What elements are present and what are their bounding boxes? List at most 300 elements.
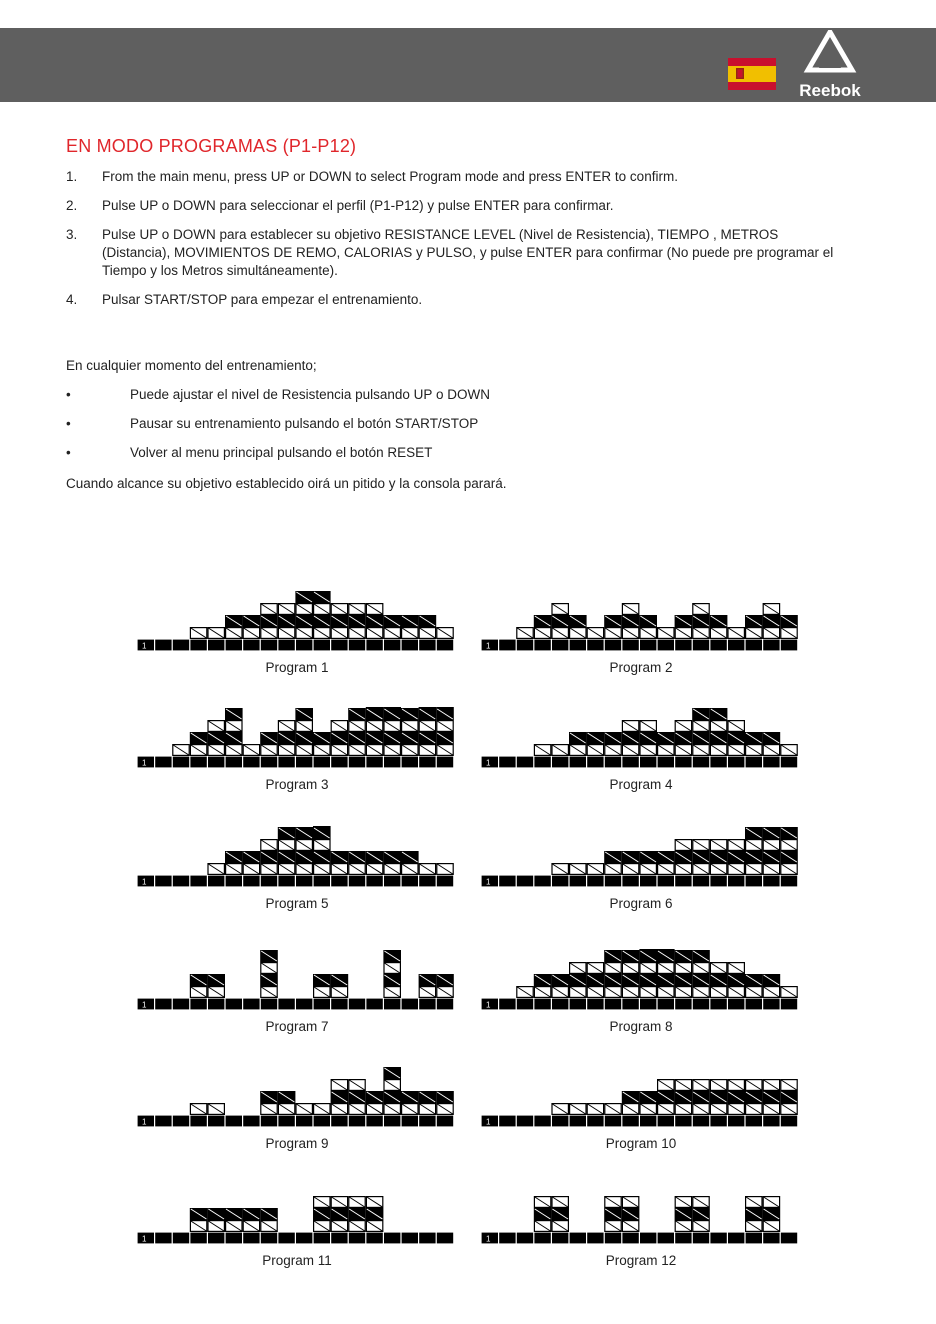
program-base-segment (190, 1233, 206, 1244)
program-level-segment (314, 852, 330, 863)
program-level-segment (296, 828, 312, 839)
program-level-segment (728, 1104, 744, 1115)
program-base-segment (763, 999, 779, 1010)
program-level-segment (243, 616, 259, 627)
program-level-segment (763, 1221, 779, 1232)
program-level-segment (261, 1221, 277, 1232)
program-level-segment (710, 852, 726, 863)
program-base-segment (605, 876, 621, 887)
program-base-segment (155, 876, 171, 887)
program-level-segment (658, 852, 674, 863)
program-base-segment (243, 757, 259, 768)
program-base-segment (781, 999, 797, 1010)
program-level-segment (763, 733, 779, 744)
program-bars (481, 826, 801, 888)
program-level-segment (622, 852, 638, 863)
logo-text: Reebok (799, 81, 861, 100)
program-level-segment (208, 628, 224, 639)
program-level-segment (261, 951, 277, 962)
program-level-segment (622, 963, 638, 974)
program-level-segment (658, 975, 674, 986)
program-base-segment (746, 999, 762, 1010)
program-base-segment (746, 1233, 762, 1244)
program-base-segment (781, 1116, 797, 1127)
program-level-segment (605, 1209, 621, 1220)
program-level-segment (693, 733, 709, 744)
program-level-segment (710, 1104, 726, 1115)
program-base-segment (314, 999, 330, 1010)
program-base-segment (226, 1116, 242, 1127)
program-level-segment (190, 1104, 206, 1115)
program-level-segment (763, 616, 779, 627)
program-level-segment (552, 975, 568, 986)
program-level-segment (570, 963, 586, 974)
program-level-segment (331, 1092, 347, 1103)
program-level-segment (570, 628, 586, 639)
program-level-segment (675, 1080, 691, 1091)
program-level-segment (349, 1080, 365, 1091)
program-level-segment (693, 745, 709, 756)
program-level-segment (746, 1080, 762, 1091)
program-level-segment (534, 616, 550, 627)
program-base-segment (384, 876, 400, 887)
program-base-segment (746, 876, 762, 887)
program-base-segment (763, 1116, 779, 1127)
program-base-segment (208, 999, 224, 1010)
program-level-segment (349, 1104, 365, 1115)
program-base-segment (208, 757, 224, 768)
program-level-segment (763, 828, 779, 839)
program-level-segment (366, 628, 382, 639)
program-level-segment (622, 864, 638, 875)
program-level-segment (640, 864, 656, 875)
program-level-segment (693, 951, 709, 962)
program-level-segment (605, 975, 621, 986)
program-level-segment (658, 745, 674, 756)
program-level-segment (419, 1104, 435, 1115)
program-level-segment (534, 975, 550, 986)
program-base-segment (499, 999, 515, 1010)
program-level-segment (570, 864, 586, 875)
program-base-segment (658, 1233, 674, 1244)
program-level-segment (710, 1080, 726, 1091)
program-level-segment (384, 733, 400, 744)
program-base-segment (552, 1233, 568, 1244)
program-level-segment (366, 1104, 382, 1115)
program-level-segment (384, 975, 400, 986)
program-label: Program 10 (605, 1136, 677, 1151)
program-base-segment (190, 1116, 206, 1127)
program-level-segment (384, 745, 400, 756)
program-base-segment (437, 1116, 453, 1127)
program-level-segment (190, 745, 206, 756)
step-text: Pulse UP o DOWN para establecer su objetivo RESISTANCE LEVEL (Nivel de Resistencia), TIEMPO , METROS (Distancia), MOVIMIENTOS DE REMO, CALORIAS y PULSO, y pulse ENTER para confirmar (No puede pre programar el Tiempo y los Metros simultáneamente). (102, 227, 834, 278)
program-base-segment (710, 1233, 726, 1244)
step-item (66, 197, 846, 215)
program-level-segment (402, 745, 418, 756)
program-base-segment (261, 1116, 277, 1127)
program-level-segment (781, 1092, 797, 1103)
program-level-segment (384, 1080, 400, 1091)
program-base-segment (658, 876, 674, 887)
program-level-segment (296, 592, 312, 603)
program-level-segment (402, 852, 418, 863)
program-level-segment (296, 628, 312, 639)
program-level-segment (314, 616, 330, 627)
program-level-segment (675, 951, 691, 962)
program-level-segment (226, 616, 242, 627)
program-base-segment (710, 876, 726, 887)
program-level-segment (746, 1209, 762, 1220)
bullet-dot: • (66, 416, 71, 431)
program-level-segment (349, 721, 365, 732)
program-base-segment (728, 876, 744, 887)
start-marker: 1 (142, 1234, 147, 1244)
program-level-segment (622, 721, 638, 732)
section-title: EN MODO PROGRAMAS (P1-P12) (66, 136, 357, 156)
program-level-segment (208, 1221, 224, 1232)
program-level-segment (746, 745, 762, 756)
program-level-segment (710, 745, 726, 756)
step-text: Pulse UP o DOWN para seleccionar el perfil (P1-P12) y pulse ENTER para confirmar. (102, 198, 614, 213)
program-base-segment (675, 757, 691, 768)
program-bars (481, 590, 801, 652)
program-base-segment (349, 640, 365, 651)
program-level-segment (173, 745, 189, 756)
program-base-segment (570, 757, 586, 768)
program-level-segment (314, 745, 330, 756)
program-base-segment (693, 876, 709, 887)
program-base-segment (366, 640, 382, 651)
program-base-segment (587, 1233, 603, 1244)
program-level-segment (693, 721, 709, 732)
program-base-segment (437, 757, 453, 768)
program-level-segment (208, 975, 224, 986)
program-base-segment (314, 1233, 330, 1244)
program-level-segment (622, 975, 638, 986)
program-level-segment (331, 1221, 347, 1232)
program-level-segment (384, 963, 400, 974)
program-level-segment (437, 628, 453, 639)
program-level-segment (710, 721, 726, 732)
program-level-segment (402, 1104, 418, 1115)
program-base-segment (314, 640, 330, 651)
program-base-segment (605, 999, 621, 1010)
program-level-segment (746, 987, 762, 998)
program-level-segment (314, 1221, 330, 1232)
program-level-segment (314, 864, 330, 875)
program-base-segment (173, 757, 189, 768)
program-level-segment (658, 963, 674, 974)
program-base-segment (587, 757, 603, 768)
program-bars (481, 949, 801, 1011)
program-base-segment (437, 876, 453, 887)
program-level-segment (261, 852, 277, 863)
program-base-segment (728, 1116, 744, 1127)
program-level-segment (296, 1104, 312, 1115)
program-level-segment (587, 1104, 603, 1115)
start-marker: 1 (486, 1117, 491, 1127)
program-level-segment (675, 733, 691, 744)
program-base-segment (278, 640, 294, 651)
program-chart (481, 949, 801, 1049)
bullet-text: Pausar su entrenamiento pulsando el botón START/STOP (130, 416, 479, 431)
program-level-segment (349, 852, 365, 863)
program-base-segment (728, 1233, 744, 1244)
program-level-segment (278, 840, 294, 851)
program-level-segment (331, 864, 347, 875)
program-base-segment (366, 876, 382, 887)
program-level-segment (570, 733, 586, 744)
program-base-segment (658, 1116, 674, 1127)
program-level-segment (226, 864, 242, 875)
program-level-segment (605, 963, 621, 974)
program-level-segment (710, 840, 726, 851)
program-level-segment (190, 1221, 206, 1232)
program-level-segment (675, 963, 691, 974)
program-level-segment (366, 852, 382, 863)
program-level-segment (605, 733, 621, 744)
program-level-segment (419, 733, 435, 744)
program-base-segment (296, 1233, 312, 1244)
program-level-segment (693, 987, 709, 998)
program-level-segment (208, 987, 224, 998)
program-level-segment (622, 1197, 638, 1208)
program-level-segment (658, 733, 674, 744)
program-level-segment (693, 864, 709, 875)
program-level-segment (296, 604, 312, 615)
program-base-segment (781, 757, 797, 768)
program-base-segment (763, 640, 779, 651)
program-level-segment (763, 1197, 779, 1208)
program-base-segment (402, 1233, 418, 1244)
program-base-segment (261, 876, 277, 887)
program-level-segment (781, 840, 797, 851)
program-level-segment (402, 616, 418, 627)
program-level-segment (640, 963, 656, 974)
program-level-segment (278, 1092, 294, 1103)
program-level-segment (366, 1197, 382, 1208)
bullet-item (66, 415, 490, 444)
program-level-segment (419, 1092, 435, 1103)
start-marker: 1 (486, 1234, 491, 1244)
program-base-segment (155, 999, 171, 1010)
program-level-segment (419, 864, 435, 875)
program-base-segment (693, 640, 709, 651)
program-level-segment (402, 733, 418, 744)
program-level-segment (587, 745, 603, 756)
program-level-segment (710, 963, 726, 974)
program-base-segment (349, 876, 365, 887)
program-level-segment (366, 1221, 382, 1232)
program-base-segment (155, 1116, 171, 1127)
program-level-segment (658, 864, 674, 875)
program-level-segment (675, 987, 691, 998)
program-level-segment (314, 840, 330, 851)
program-level-segment (728, 840, 744, 851)
program-level-segment (640, 951, 656, 962)
program-base-segment (278, 876, 294, 887)
program-level-segment (781, 616, 797, 627)
program-base-segment (155, 640, 171, 651)
program-base-segment (437, 999, 453, 1010)
program-base-segment (587, 876, 603, 887)
program-level-segment (331, 975, 347, 986)
program-level-segment (261, 975, 277, 986)
program-level-segment (728, 975, 744, 986)
program-bars (137, 707, 457, 769)
program-level-segment (366, 616, 382, 627)
program-chart (481, 590, 801, 690)
program-level-segment (746, 733, 762, 744)
program-base-segment (552, 1116, 568, 1127)
program-level-segment (226, 733, 242, 744)
program-base-segment (366, 1233, 382, 1244)
program-base-segment (534, 1116, 550, 1127)
program-level-segment (437, 1104, 453, 1115)
program-level-segment (710, 733, 726, 744)
program-base-segment (226, 640, 242, 651)
program-base-segment (499, 1116, 515, 1127)
program-base-segment (499, 1233, 515, 1244)
program-level-segment (605, 616, 621, 627)
program-level-segment (710, 987, 726, 998)
program-level-segment (296, 852, 312, 863)
program-level-segment (622, 1092, 638, 1103)
program-level-segment (314, 628, 330, 639)
program-level-segment (331, 733, 347, 744)
program-base-segment (605, 1116, 621, 1127)
program-level-segment (226, 628, 242, 639)
program-base-segment (693, 1116, 709, 1127)
program-level-segment (587, 975, 603, 986)
program-label: Program 7 (265, 1019, 329, 1034)
program-level-segment (278, 628, 294, 639)
program-base-segment (622, 999, 638, 1010)
program-level-segment (534, 987, 550, 998)
program-chart (137, 590, 457, 690)
program-level-segment (570, 975, 586, 986)
program-base-segment (419, 999, 435, 1010)
program-level-segment (693, 840, 709, 851)
program-base-segment (693, 1233, 709, 1244)
program-base-segment (296, 876, 312, 887)
program-level-segment (331, 987, 347, 998)
program-level-segment (331, 1080, 347, 1091)
program-level-segment (314, 1209, 330, 1220)
program-base-segment (728, 640, 744, 651)
program-level-segment (349, 733, 365, 744)
program-level-segment (693, 616, 709, 627)
program-level-segment (437, 975, 453, 986)
program-base-segment (402, 640, 418, 651)
program-label: Program 9 (265, 1136, 329, 1151)
program-base-segment (710, 757, 726, 768)
bullet-list (66, 386, 490, 473)
program-base-segment (314, 757, 330, 768)
program-base-segment (728, 999, 744, 1010)
program-level-segment (746, 616, 762, 627)
program-base-segment (534, 876, 550, 887)
program-base-segment (658, 999, 674, 1010)
program-level-segment (296, 864, 312, 875)
program-level-segment (675, 1197, 691, 1208)
start-marker: 1 (142, 877, 147, 887)
program-level-segment (190, 1209, 206, 1220)
program-level-segment (243, 864, 259, 875)
program-level-segment (675, 1221, 691, 1232)
program-level-segment (675, 975, 691, 986)
program-level-segment (349, 864, 365, 875)
program-level-segment (226, 1209, 242, 1220)
program-base-segment (173, 1233, 189, 1244)
program-level-segment (208, 1104, 224, 1115)
program-base-segment (384, 640, 400, 651)
program-level-segment (587, 963, 603, 974)
program-base-segment (402, 999, 418, 1010)
program-bars (137, 1066, 457, 1128)
program-level-segment (693, 628, 709, 639)
program-level-segment (570, 987, 586, 998)
program-level-segment (781, 1080, 797, 1091)
program-level-segment (366, 864, 382, 875)
program-base-segment (419, 640, 435, 651)
program-base-segment (675, 999, 691, 1010)
start-marker: 1 (486, 641, 491, 651)
program-level-segment (314, 733, 330, 744)
program-level-segment (552, 1104, 568, 1115)
program-base-segment (728, 757, 744, 768)
program-level-segment (384, 951, 400, 962)
program-level-segment (349, 628, 365, 639)
program-base-segment (622, 1233, 638, 1244)
program-chart (137, 1183, 457, 1283)
program-level-segment (437, 733, 453, 744)
program-level-segment (190, 975, 206, 986)
program-level-segment (675, 745, 691, 756)
program-level-segment (331, 852, 347, 863)
reebok-logo (792, 30, 868, 100)
program-level-segment (261, 733, 277, 744)
program-base-segment (208, 1116, 224, 1127)
program-base-segment (243, 1116, 259, 1127)
program-level-segment (261, 616, 277, 627)
program-level-segment (419, 616, 435, 627)
program-level-segment (384, 1092, 400, 1103)
program-base-segment (349, 1233, 365, 1244)
start-marker: 1 (142, 1000, 147, 1010)
program-base-segment (261, 757, 277, 768)
program-level-segment (605, 1104, 621, 1115)
program-level-segment (781, 852, 797, 863)
program-level-segment (331, 1197, 347, 1208)
program-level-segment (693, 1092, 709, 1103)
program-level-segment (763, 852, 779, 863)
program-level-segment (781, 987, 797, 998)
program-level-segment (763, 628, 779, 639)
program-base-segment (746, 757, 762, 768)
start-marker: 1 (142, 758, 147, 768)
program-level-segment (331, 1104, 347, 1115)
program-level-segment (728, 1080, 744, 1091)
program-level-segment (763, 1080, 779, 1091)
program-level-segment (552, 604, 568, 615)
program-level-segment (314, 1104, 330, 1115)
program-level-segment (437, 987, 453, 998)
program-base-segment (534, 640, 550, 651)
program-base-segment (552, 876, 568, 887)
program-label: Program 11 (262, 1253, 332, 1268)
